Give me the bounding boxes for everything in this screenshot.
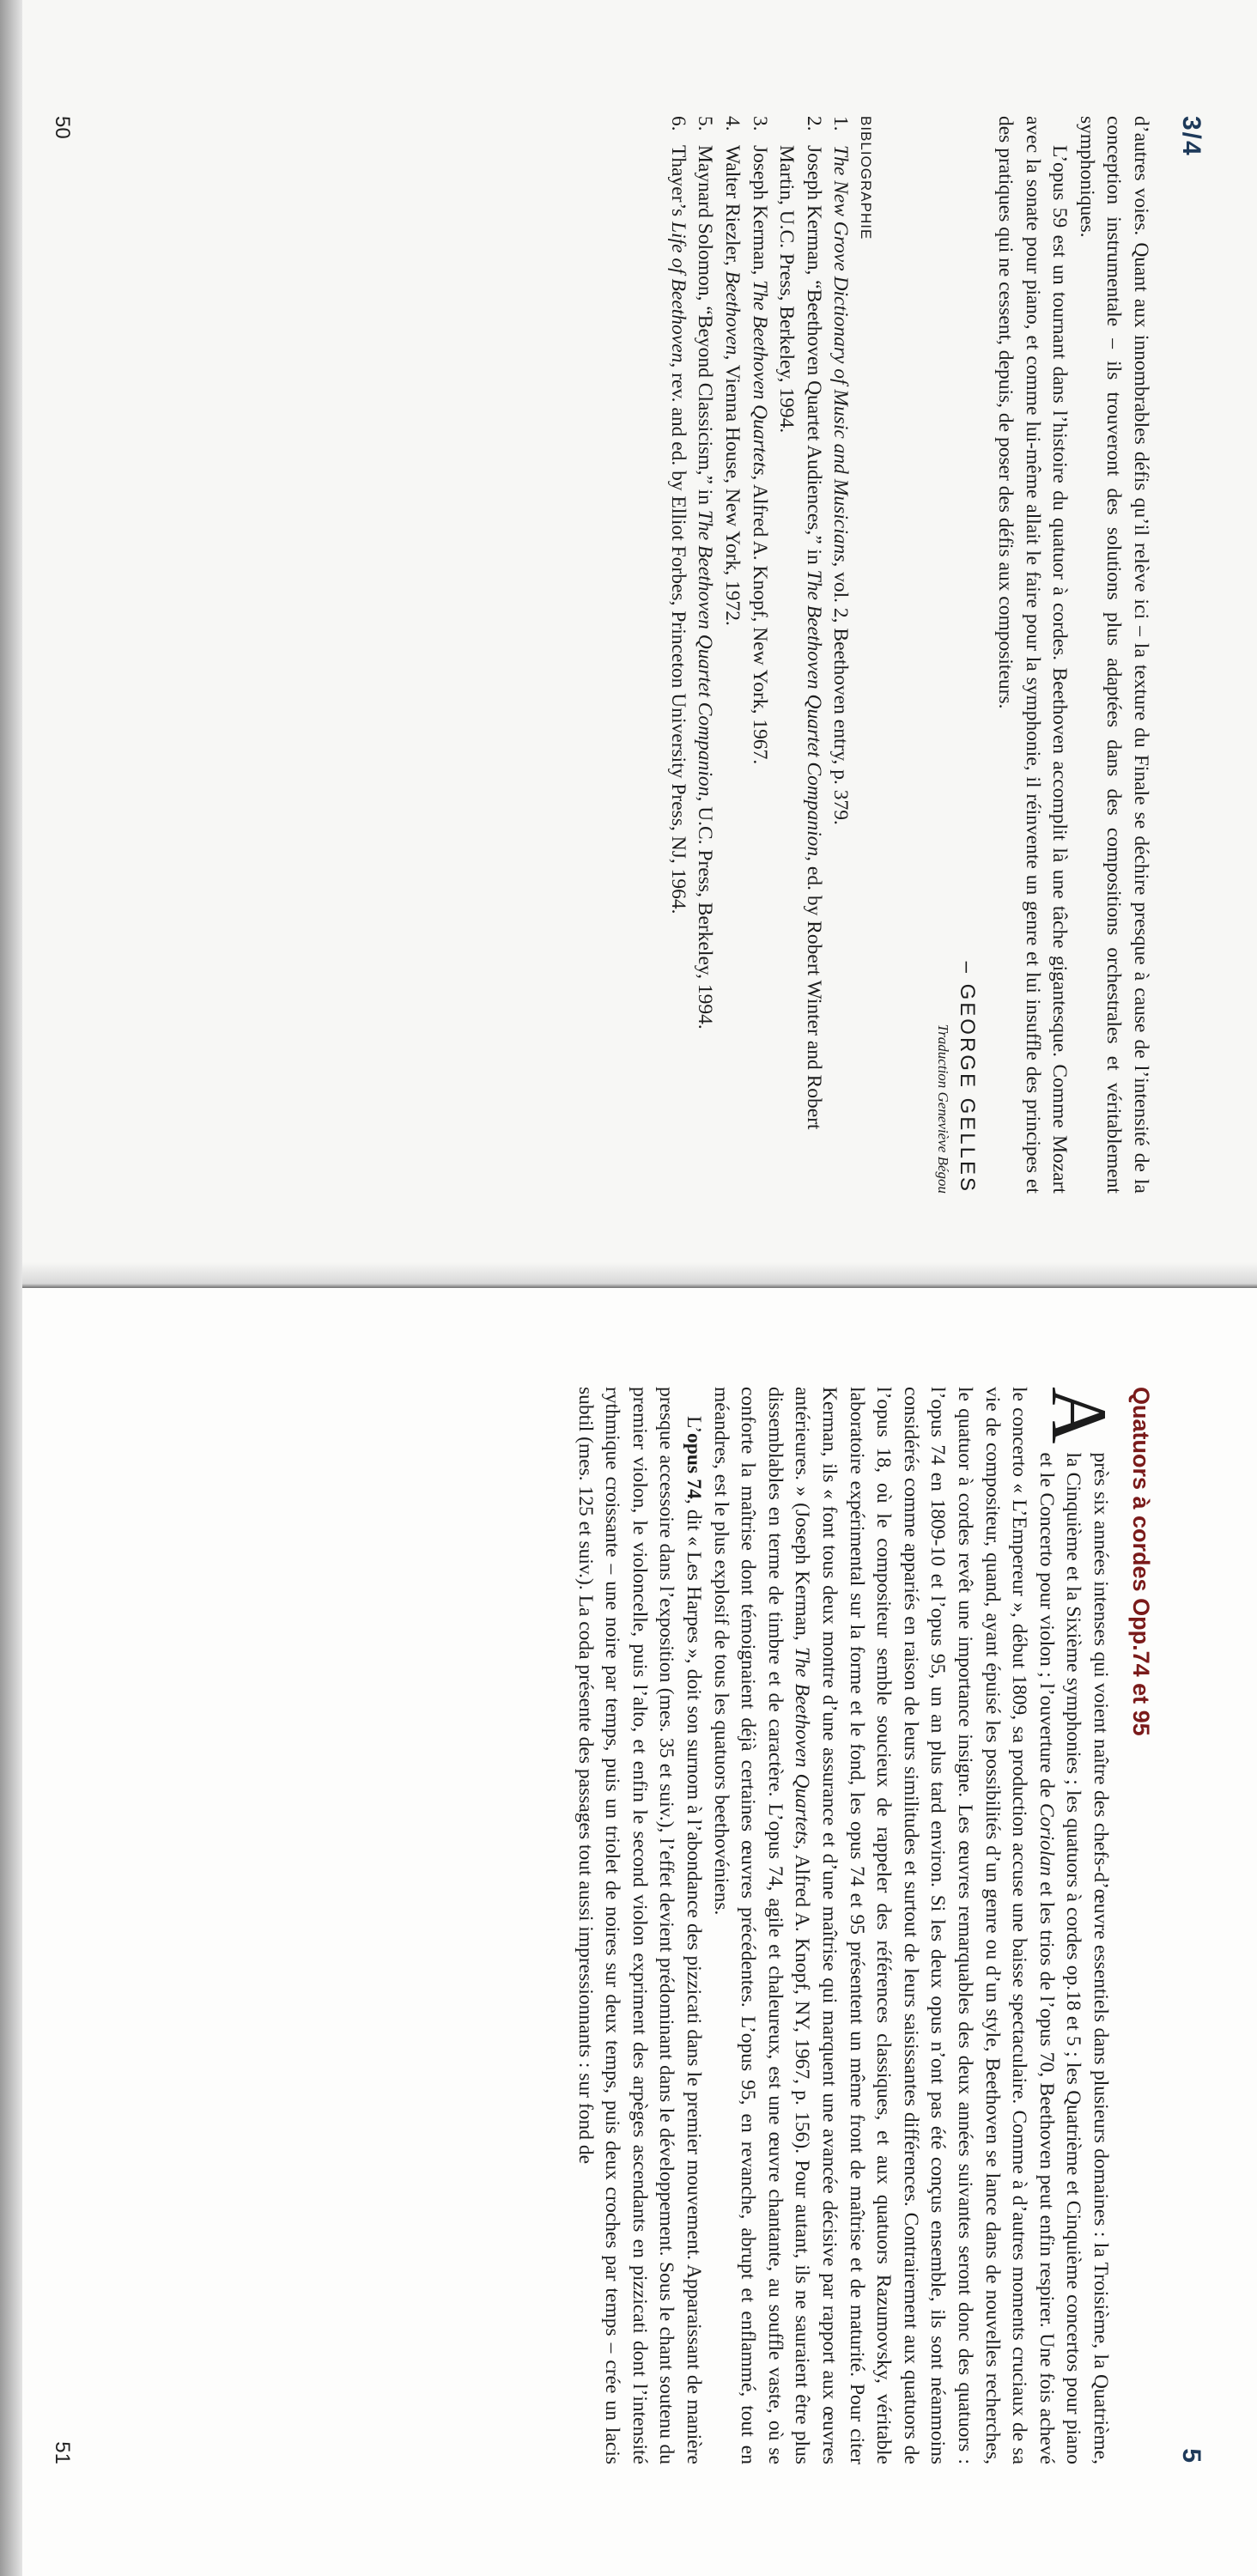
bibliography-text: , vol. 2, Beethoven entry, p. 379. bbox=[829, 562, 853, 825]
chapter-title bbox=[1127, 1387, 1154, 2464]
bibliography-heading: BIBLIOGRAPHIE bbox=[858, 116, 875, 240]
bibliography-text: , Alfred A. Knopf, New York, 1967. bbox=[748, 475, 771, 765]
author-signature: – GEORGE GELLES bbox=[956, 961, 980, 1194]
right-running-head bbox=[1154, 1387, 1205, 2464]
right-page bbox=[0, 1288, 1257, 2576]
scan-edge-bottom bbox=[0, 0, 22, 2576]
right-text-run: , Alfred A. Knopf, NY, 1967, p. 156). Pour autant, ils ne sauraient être plus dissemblables en terme de timbre et de caractère. L’opus 74, agile et chaleureux, est une œuvre chantante, au souffle vaste, où se conforte la maîtrise dont témoignaient déjà certaines œuvres précédentes. L’opus 95, en revanche, abrupt et enflammé, tout en méandres, est le plus explosif de tous les quatuors beethovéniens. bbox=[709, 1387, 814, 2465]
bibliography-title: The Beethoven Quartet Companion bbox=[694, 509, 717, 797]
bibliography-text: Joseph Kerman, “Beethoven Quartet Audiences,” in bbox=[802, 145, 825, 570]
bibliography-text: Thayer’s bbox=[666, 145, 689, 222]
chapter-title-opus: Opp.74 et 95 bbox=[1128, 1598, 1154, 1736]
bibliography-item bbox=[718, 116, 745, 1194]
left-paragraph-2: L’opus 59 est un tournant dans l’histoire du quatuor à cordes. Beethoven accomplit là une tâche gigantesque. Comme Mozart avec la sonate pour piano, et comme lui-même allait le faire pour la symphonie, il réinvente un genre et lui insuffle des principes et des pratiques qui ne cessent, depuis, de poser des défis aux compositeurs. bbox=[994, 116, 1072, 1194]
bibliography-text: Joseph Kerman, bbox=[748, 145, 771, 281]
left-running-head bbox=[1154, 116, 1205, 1194]
right-text-run: et les trios de l’opus 70, Beethoven peut enfin respirer. Une fois achevé le concerto « L’Empereur », début 1809, sa production accuse une baisse spectaculaire. Comme à d’autres moments cruciaux de sa vie de compositeur, quand, ayant épuisé les possibilités d’un genre ou d’un style, Beethoven se lance dans de nouvelles recherches, le quatuor à cordes revêt une importance insigne. Les œuvres remarquables des deux années suivantes seront donc des quatuors : l’opus 74 en 1809-10 et l’opus 95, un an plus tard environ. Si les deux opus n’ont pas été conçus ensemble, ils sont néanmoins considérés comme appariés en raison de leurs similitudes et surtout de leurs saisissantes différences. Contrairement aux quatuors de l’opus 18, où le compositeur semble soucieux de rappeler des références classiques, et aux quatuors Razumovsky, véritable laboratoire expérimental sur la forme et le fond, les opus 74 et 95 présentent un même front de maîtrise et de maturité. Pour citer Kerman, ils « font tous deux montre d’une assurance et d’une maîtrise qui marquent une avancée décisive par rapport aux œuvres antérieures. » (Joseph Kerman, bbox=[791, 1387, 1058, 2464]
bibliography-item bbox=[691, 116, 719, 1194]
left-paragraph-1: d’autres voies. Quant aux innombrables défis qu’il relève ici – la texture du Finale se déchire presque à cause de l’intensité de la conception instrumentale – ils trouveront des solutions plus adaptées dans des compositions orchestrales et véritablement symphoniques. bbox=[1075, 116, 1152, 1194]
left-page-number: 50 bbox=[51, 116, 74, 139]
bibliography-title: Beethoven bbox=[721, 270, 744, 355]
bibliography-item-number: 3. bbox=[748, 116, 771, 131]
chapter-title-text: Quatuors à cordes bbox=[1128, 1387, 1154, 1599]
right-text-italic: The Beethoven Quartets bbox=[791, 1647, 814, 1844]
bibliography-text: , U.C. Press, Berkeley, 1994. bbox=[694, 796, 717, 1030]
bibliography-title: The Beethoven Quartet Companion bbox=[802, 569, 825, 857]
bibliography-item bbox=[773, 116, 827, 1194]
right-page-number: 51 bbox=[51, 2441, 74, 2464]
bibliography-text: , Vienna House, New York, 1972. bbox=[721, 355, 744, 626]
translator-credit: Traduction Geneviève Bégou bbox=[935, 1024, 952, 1194]
bibliography-text: , ed. by Robert Winter and Robert Martin, U.C. Press, Berkeley, 1994. bbox=[775, 145, 825, 1130]
bibliography-list bbox=[664, 116, 853, 1194]
bibliography-item bbox=[745, 116, 773, 1194]
bibliography-item-number: 5. bbox=[694, 116, 717, 131]
right-text-bold: opus 74 bbox=[683, 1433, 706, 1499]
bibliography-item bbox=[827, 116, 854, 1194]
right-text-italic: Coriolan bbox=[1035, 1802, 1058, 1876]
bibliography-title: The New Grove Dictionary of Music and Musicians bbox=[829, 145, 853, 562]
bibliography-title: Life of Beethoven bbox=[666, 221, 689, 363]
bibliography-text: Walter Riezler, bbox=[721, 145, 744, 271]
bibliography-text: Maynard Solomon, “Beyond Classicism,” in bbox=[694, 145, 717, 510]
right-text-run: près six années intenses qui voient naître des chefs-d’œuvre essentiels dans plusieurs domaines : la Troisième, la Quatrième, la Cinquième et la Sixième symphonies ; les quatuors à cordes op.18 et 5 ; les Quatrième et Cinquième concertos pour piano et le Concerto pour violon ; l’ouverture de bbox=[1035, 1452, 1112, 2464]
right-body-text bbox=[571, 1387, 1123, 2465]
bibliography-item-number: 2. bbox=[802, 116, 825, 131]
drop-cap: A bbox=[1035, 1387, 1123, 1444]
left-section-number: 3/4 bbox=[1177, 116, 1205, 157]
right-paragraph-1 bbox=[707, 1387, 1123, 2465]
left-body-text bbox=[991, 116, 1154, 1194]
bibliography-item bbox=[664, 116, 691, 1194]
bibliography-title: The Beethoven Quartets bbox=[748, 280, 771, 476]
right-text-run: L’ bbox=[683, 1416, 706, 1434]
right-text-run: , dit « Les Harpes », doit son surnom à l’abondance des pizzicati dans le premier mouvement. Apparaissant de manière presque accessoire dans l’exposition (mes. 35 et suiv.), l’effet devient prédominant dans le développement. Sous le chant soutenu du premier violon, le violoncelle, puis l’alto, et enfin le second violon expriment des arpèges ascendants en pizzicati dont l’intensité rythmique croissante – une noire par temps, puis un triolet de noires sur deux temps, puis deux croches par temps – crée un lacis subtil (mes. 125 et suiv.). La coda présente des passages tout aussi impressionnants : sur fond de bbox=[574, 1387, 706, 2464]
bibliography-item-number: 1. bbox=[829, 116, 853, 131]
right-section-number: 5 bbox=[1177, 2448, 1205, 2464]
bibliography-text: , rev. and ed. by Elliot Forbes, Princeton University Press, NJ, 1964. bbox=[666, 362, 689, 914]
bibliography-item-number: 4. bbox=[721, 116, 744, 131]
right-paragraph-2 bbox=[571, 1387, 707, 2464]
bibliography-item-number: 6. bbox=[666, 116, 689, 131]
